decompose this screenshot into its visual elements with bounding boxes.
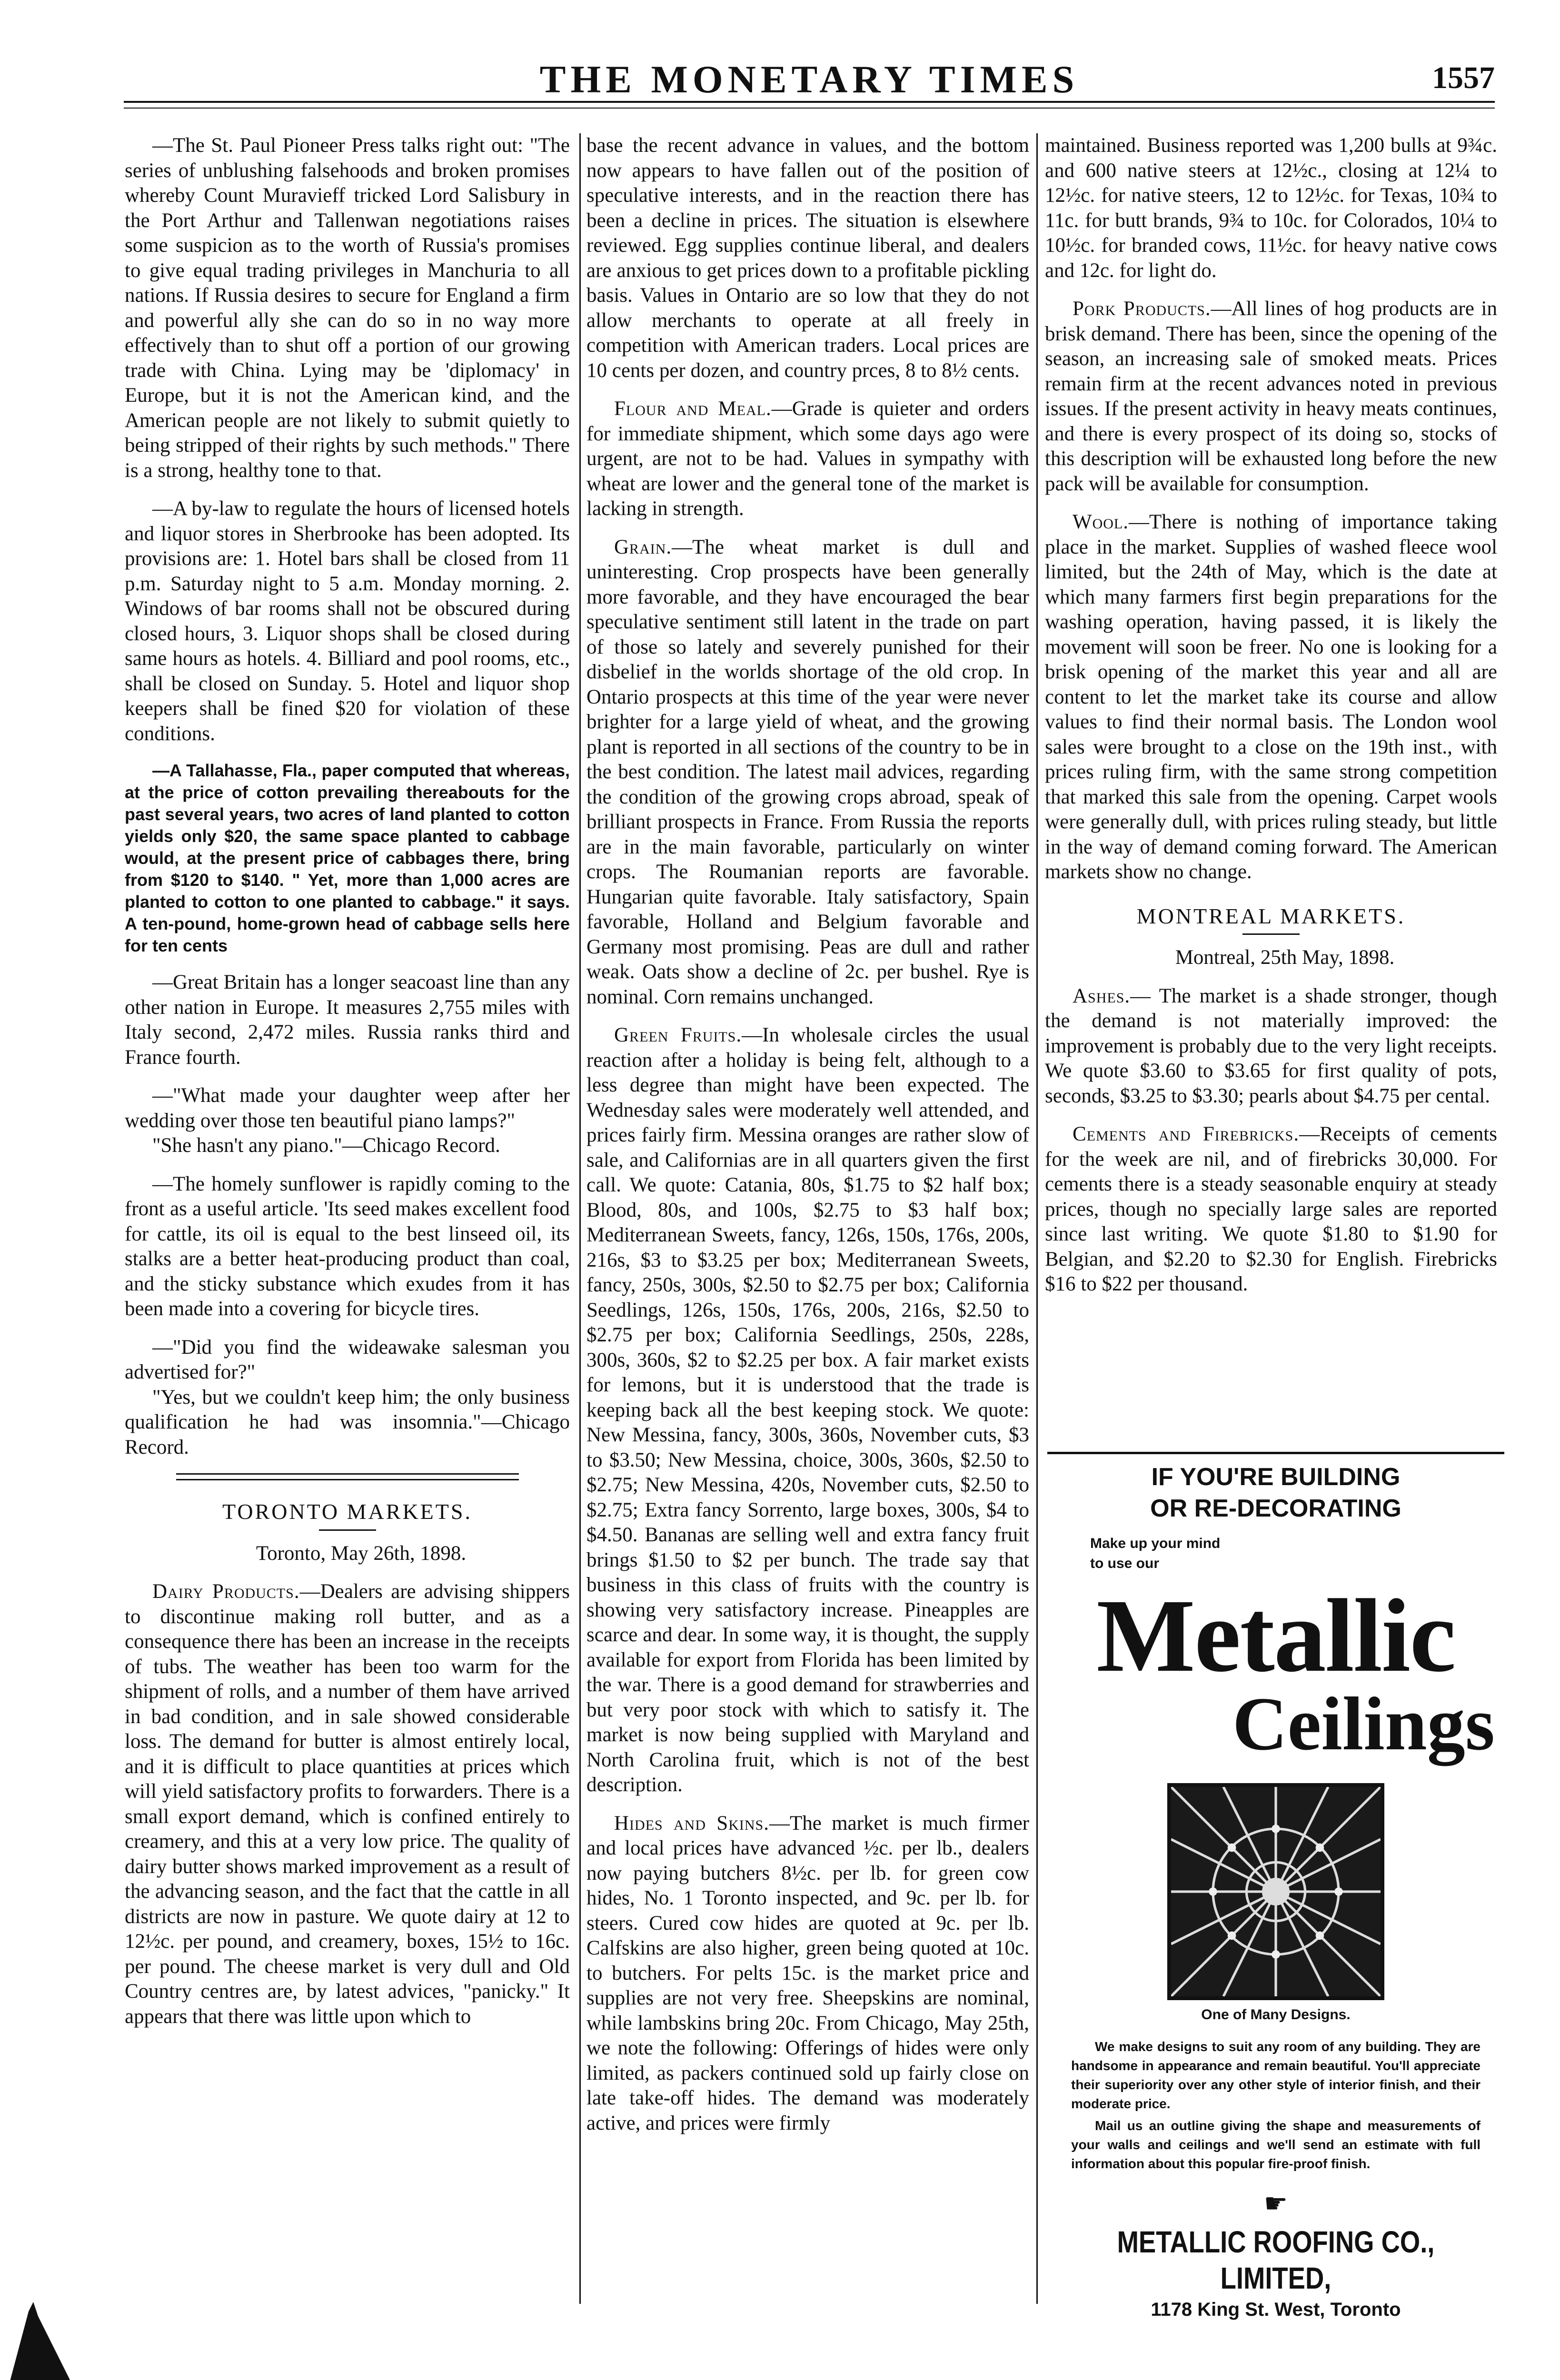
joke-piano-question: —"What made your daughter weep after her wedding over those ten beautiful piano lamps?" [125, 1084, 570, 1132]
article-sunflower: —The homely sunflower is rapidly coming to the front as a useful article. 'Its seed makes excellent food for cattle, its oil is equal to the best linseed oil, its stalks are a better heat-producing product than coal, and the sticky substance which exudes from it has been made into a covering for bicycle tires. [125, 1172, 570, 1320]
scan-artifact-mark [0, 2259, 76, 2380]
wool-text: —There is nothing of importance taking place in the market. Supplies of washed fleece wool limited, but the 24th of May, which is the date at which many farmers first begin preparations for the washing operation, having passed, it is likely the movement will soon be freer. No one is looking for a brisk opening of the market this year and all are content to let the market take its course and allow values to find their normal basis. The London wool sales were brought to a close on the 19th inst., with prices ruling firm, with the same strong competition that marked this sale from the opening. Carpet wools were generally dull, with prices ruling steady, but little in the way of demand coming forward. The American markets show no change. [1045, 511, 1497, 883]
ashes-paragraph [1045, 984, 1497, 1109]
grain-paragraph [586, 535, 1029, 1010]
ad-headline-redecorating: OR RE-DECORATING [1150, 1495, 1401, 1522]
pointing-hand-icon: ☛ [1263, 2188, 1288, 2218]
column-divider-2 [1036, 133, 1038, 2304]
article-cabbage: —A Tallahasse, Fla., paper computed that whereas, at the price of cotton prevailing thereabouts for the past several years, two acres of land planted to cotton yields only $20, the same space planted to cabbage would, at the present price of cabbages there, bring from $120 to $140. " Yet, more than 1,000 acres are planted to cotton to one planted to cabbage." it says. A ten-pound, home-grown head of cabbage sells here for ten cents [125, 761, 570, 955]
montreal-markets-heading: MONTREAL MARKETS. [1136, 903, 1406, 928]
column-2 [586, 133, 1029, 2304]
pork-products-paragraph [1045, 297, 1497, 496]
ad-headline-building: IF YOU'RE BUILDING [1151, 1463, 1401, 1491]
ad-body-paragraph-2: Mail us an outline giving the shape and measurements of your walls and ceilings and we'll send an estimate with full information about this popular fire-proof finish. [1071, 2118, 1481, 2171]
heading-rule [1242, 933, 1300, 935]
page-number: 1557 [1432, 60, 1495, 95]
column-1 [125, 133, 570, 2304]
ashes-text: — The market is a shade stronger, though the demand is not materially improved: the improvement is probably due to the very light receipts. We quote $3.60 to $3.65 for first quality of pots, seconds, $3.25 to $3.30; pearls about $4.75 per cental. [1045, 984, 1497, 1107]
joke-salesman-answer: "Yes, but we couldn't keep him; the only business qualification he had was insomnia."—Chicago Record. [125, 1386, 570, 1458]
hides-skins-paragraph [586, 1811, 1029, 2136]
ad-body-paragraph-1: We make designs to suit any room of any building. They are handsome in appearance and remain beautiful. You'll appreciate their superiority over any other style of interior finish, and their moderate price. [1071, 2039, 1481, 2111]
ceiling-pattern-icon [1171, 1787, 1381, 1996]
dairy-products-text: —Dealers are advising shippers to discontinue making roll butter, and as a consequence there has been an increase in the receipts of tubs. The weather has been too warm for the shipment of rolls, and a number of them have arrived in bad condition, and in sale showed considerable loss. The demand for butter is almost entirely local, and it is difficult to place quantities at prices which will yield satisfactory profits to forwarders. There is a small export demand, which is confined entirely to creamery, and this at a very low price. The quality of dairy butter shows marked improvement as a result of the advancing season, and the fact that the cattle in all districts are now in pasture. We quote dairy at 12 to 12½c. per pound, and creamery, boxes, 15½ to 16c. per pound. The cheese market is very dull and Old Country centres are, by latest advices, "panicky." It appears that there was little upon which to [125, 1580, 570, 2028]
toronto-markets-heading: TORONTO MARKETS. [222, 1499, 472, 1524]
ad-company-address: 1178 King St. West, Toronto [1151, 2299, 1401, 2320]
ad-brand-ceilings: Ceilings [1232, 1681, 1495, 1766]
pork-products-text: —All lines of hog products are in brisk demand. There has been, since the opening of the season, an increasing sale of smoked meats. Prices remain firm at the recent advances noted in previous issues. If the present activity in heavy meats continues, and there is every prospect of its doing so, stocks of this description will be exhausted long before the new pack will be available for consumption. [1045, 298, 1497, 495]
toronto-dateline: Toronto, May 26th, 1898. [256, 1542, 467, 1565]
ad-design-caption: One of Many Designs. [1201, 2007, 1351, 2023]
wool-paragraph [1045, 510, 1497, 885]
grain-text: —The wheat market is dull and uninteresting. Crop prospects have been generally more favorable, and they have encouraged the bear speculative sentiment still latent in the trade on part of those so lately and severely punished for their disbelief in the worlds shortage of the old crop. In Ontario prospects at this time of the year were never brighter for a large yield of wheat, and the growing plant is reported in all sections of the country to be in the best condition. The latest mail advices, regarding the condition of the growing crops abroad, speak of brilliant prospects in France. From Russia the reports are in the main favorable, particularly on winter crops. The Roumanian reports are favorable. Hungarian quite favorable. Italy satisfactory, Spain favorable, Holland and Belgium favorable and Germany most promising. Peas are dull and rather weak. Oats show a decline of 2c. per bushel. Rye is nominal. Corn remains unchanged. [586, 536, 1029, 1008]
montreal-dateline: Montreal, 25th May, 1898. [1175, 946, 1395, 969]
ceiling-design-illustration [1167, 1783, 1384, 2000]
ad-brand-metallic: Metallic [1096, 1577, 1455, 1694]
joke-salesman-question: —"Did you find the wideawake salesman you advertised for?" [125, 1336, 570, 1383]
green-fruits-label: Green Fruits. [614, 1024, 742, 1046]
ad-subline-2: to use our [1090, 1556, 1160, 1571]
hides-continued: maintained. Business reported was 1,200 bulls at 9¾c. and 600 native steers at 12½c., closing at 12¼ to 12½c. for native steers, 12 to 12½c. for Texas, 10¾ to 11c. for butt brands, 9¾ to 10c. for Colorados, 10¼ to 10½c. for branded cows, 11½c. for heavy native cows and 12c. for light do. [1045, 134, 1497, 282]
flour-meal-label: Flour and Meal. [614, 397, 772, 420]
column-divider-1 [579, 133, 581, 2304]
ashes-label: Ashes. [1073, 984, 1131, 1007]
green-fruits-text: —In wholesale circles the usual reaction after a holiday is being felt, although to a less degree than might have been expected. The Wednesday sales were moderately well attended, and prices fairly firm. Messina oranges are rather slow of sale, and Californias are in all quarters given the first call. We quote: Catania, 80s, $1.75 to $2 half box; Blood, 80s, and 100s, $2.75 to $3 half box; Mediterranean Sweets, fancy, 126s, 150s, 176s, 200s, 216s, $3 to $3.25 per box; Mediterranean Sweets, fancy, 250s, 300s, $2.50 to $2.75 per box; California Seedlings, 126s, 150s, 176s, 200s, 216s, $2.50 to $2.75 per box; California Seedlings, 250s, 228s, 300s, 360s, $2 to $2.25 per box. A fair market exists for lemons, but it is understood that the trade is keeping back all the best keeping stock. We quote: New Messina, fancy, 300s, 360s, November cuts, $3 to $3.50; New Messina, choice, 300s, 360s, $2.50 to $2.75; New Messina, 420s, November cuts, $2.50 to $2.75; Extra fancy Sorrento, large boxes, 300s, $4 to $4.50. Bananas are selling well and extra fancy fruit brings $1.50 to $2 per bunch. The trade say that business in this class of fruits with the country is showing very satisfactory increase. Pineapples are scarce and dear. In some way, it is thought, the supply available for export from Florida has been limited by the war. There is a good demand for strawberries and but very poor stock with which to satisfy it. The market is now being supplied with Maryland and North Carolina fruit, which is not of the best description. [586, 1024, 1029, 1796]
metallic-ceilings-advertisement [1047, 1452, 1504, 2320]
dairy-continued: base the recent advance in values, and the bottom now appears to have fallen out of the position of speculative interests, and in the reaction there has been a decline in prices. The situation is elsewhere reviewed. Egg supplies continue liberal, and dealers are anxious to get prices down to a profitable pickling basis. Values in Ontario are so low that they do not allow merchants to operate at all freely in competition with American traders. Local prices are 10 cents per dozen, and country prces, 8 to 8½ cents. [586, 134, 1029, 382]
article-pioneer-press: —The St. Paul Pioneer Press talks right out: "The series of unblushing falsehoods and broken promises whereby Count Muravieff tricked Lord Salisbury in the Port Arthur and Tallenwan negotiations raises some suspicion as to the worth of Russia's promises to give equal trading privileges in Manchuria to all nations. If Russia desires to secure for England a firm and powerful ally she can do so in no way more effectively than to shut off a portion of our growing trade with China. Lying may be 'diplomacy' in Europe, but it is not the American kind, and the American people are not likely to submit quietly to being stripped of their rights by such methods." There is a strong, healthy tone to that. [125, 134, 570, 482]
flour-meal-paragraph [586, 397, 1029, 522]
ad-subline-1: Make up your mind [1090, 1536, 1221, 1551]
ad-body [1047, 2037, 1504, 2173]
dairy-products-label: Dairy Products. [152, 1580, 300, 1603]
cements-text: —Receipts of cements for the week are nil, and of firebricks 30,000. For cements there is a steady seasonable enquiry at steady prices, though no specially large sales are reported since last writing. We quote $1.80 to $1.90 for Belgian, and $2.20 to $2.30 for English. Firebricks $16 to $22 per thousand. [1045, 1123, 1497, 1295]
cements-label: Cements and Firebricks. [1073, 1123, 1300, 1145]
column-3 [1045, 133, 1497, 1428]
section-divider [176, 1473, 519, 1480]
flour-meal-text: —Grade is quieter and orders for immediate shipment, which some days ago were urgent, are not to be had. Values in sympathy with wheat are lower and the general tone of the market is lacking in strength. [586, 397, 1029, 520]
heading-rule [319, 1529, 376, 1531]
green-fruits-paragraph [586, 1023, 1029, 1798]
hides-skins-text: —The market is much firmer and local prices have advanced ½c. per lb., dealers now paying butchers 8½c. per lb. for green cow hides, No. 1 Toronto inspected, and 9c. per lb. for steers. Cured cow hides are quoted at 9c. per lb. Calfskins are also higher, green being quoted at 10c. to butchers. For pelts 15c. is the market price and supplies are not very free. Sheepskins are nominal, while lambskins bring 20c. From Chicago, May 25th, we note the following: Offerings of hides were only limited, as packers continued sold up fairly close on late take-off hides. The demand was moderately active, and prices were firmly [586, 1812, 1029, 2134]
pork-products-label: Pork Products. [1073, 298, 1211, 320]
header-rule-bottom [124, 108, 1495, 109]
ad-company-name: METALLIC ROOFING CO., LIMITED, [1117, 2225, 1435, 2295]
wool-label: Wool. [1073, 511, 1129, 533]
article-seacoast: —Great Britain has a longer seacoast line than any other nation in Europe. It measures 2,755 miles with Italy second, 2,472 miles. Russia ranks third and France fourth. [125, 971, 570, 1069]
joke-piano-answer: "She hasn't any piano."—Chicago Record. [152, 1134, 500, 1157]
cements-paragraph [1045, 1122, 1497, 1297]
publication-title: THE MONETARY TIMES [539, 58, 1079, 101]
dairy-products-paragraph [125, 1579, 570, 2029]
grain-label: Grain. [614, 536, 672, 558]
header-rule-top [124, 101, 1495, 103]
article-sherbrooke-bylaw: —A by-law to regulate the hours of licensed hotels and liquor stores in Sherbrooke has been adopted. Its provisions are: 1. Hotel bars shall be closed from 11 p.m. Saturday night to 5 a.m. Monday morning. 2. Windows of bar rooms shall not be obscured during closed hours, 3. Liquor shops shall be closed during same hours as hotels. 4. Billiard and pool rooms, etc., shall be closed on Sunday. 5. Hotel and liquor shop keepers shall be fined $20 for violation of these conditions. [125, 497, 570, 745]
hides-skins-label: Hides and Skins. [614, 1812, 769, 1835]
